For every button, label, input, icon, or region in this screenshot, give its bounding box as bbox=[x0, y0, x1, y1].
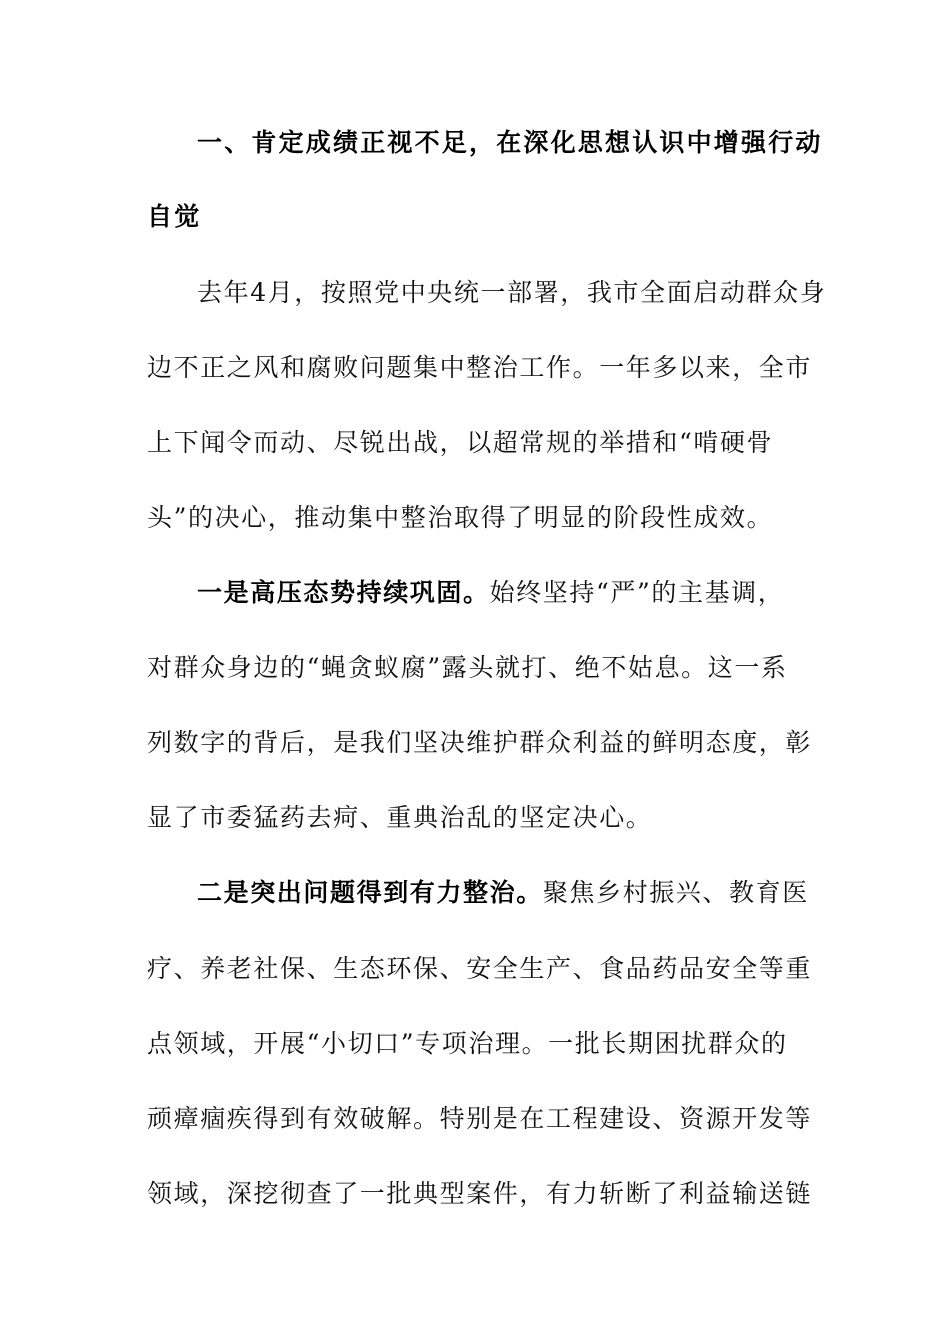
point-one-first-line-rest: 始终坚持“严”的主基调， bbox=[489, 578, 785, 607]
point-two-line-4: 顽瘴痼疾得到有效破解。特别是在工程建设、资源开发等 bbox=[147, 1104, 813, 1133]
point-two-first-line-rest: 聚焦乡村振兴、教育医 bbox=[542, 878, 809, 907]
point-one-line-1 bbox=[197, 578, 784, 608]
intro-paragraph-line-2: 边不正之风和腐败问题集中整治工作。一年多以来，全市 bbox=[147, 353, 813, 382]
point-two-line-2: 疗、养老社保、生态环保、安全生产、食品药品安全等重 bbox=[147, 954, 813, 983]
intro-paragraph-line-4: 头”的决心，推动集中整治取得了明显的阶段性成效。 bbox=[147, 503, 774, 532]
section-heading-line-1: 一、肯定成绩正视不足，在深化思想认识中增强行动 bbox=[197, 128, 823, 157]
point-two-lead: 二是突出问题得到有力整治。 bbox=[197, 878, 543, 907]
point-one-line-4: 显了市委猛药去疴、重典治乱的坚定决心。 bbox=[147, 803, 653, 832]
point-two-line-1 bbox=[197, 878, 809, 908]
point-one-line-2: 对群众身边的“蝇贪蚁腐”露头就打、绝不姑息。这一系 bbox=[147, 653, 788, 682]
point-two-line-5: 领域，深挖彻查了一批典型案件，有力斩断了利益输送链 bbox=[147, 1179, 813, 1208]
section-heading-line-2: 自觉 bbox=[147, 202, 202, 231]
point-one-line-3: 列数字的背后，是我们坚决维护群众利益的鲜明态度，彰 bbox=[147, 728, 813, 757]
intro-paragraph-line-1: 去年4月，按照党中央统一部署，我市全面启动群众身 bbox=[197, 278, 827, 307]
point-one-lead: 一是高压态势持续巩固。 bbox=[197, 578, 490, 607]
point-two-line-3: 点领域，开展“小切口”专项治理。一批长期困扰群众的 bbox=[147, 1029, 788, 1058]
intro-paragraph-line-3: 上下闻令而动、尽锐出战，以超常规的举措和“啃硬骨 bbox=[147, 428, 774, 457]
